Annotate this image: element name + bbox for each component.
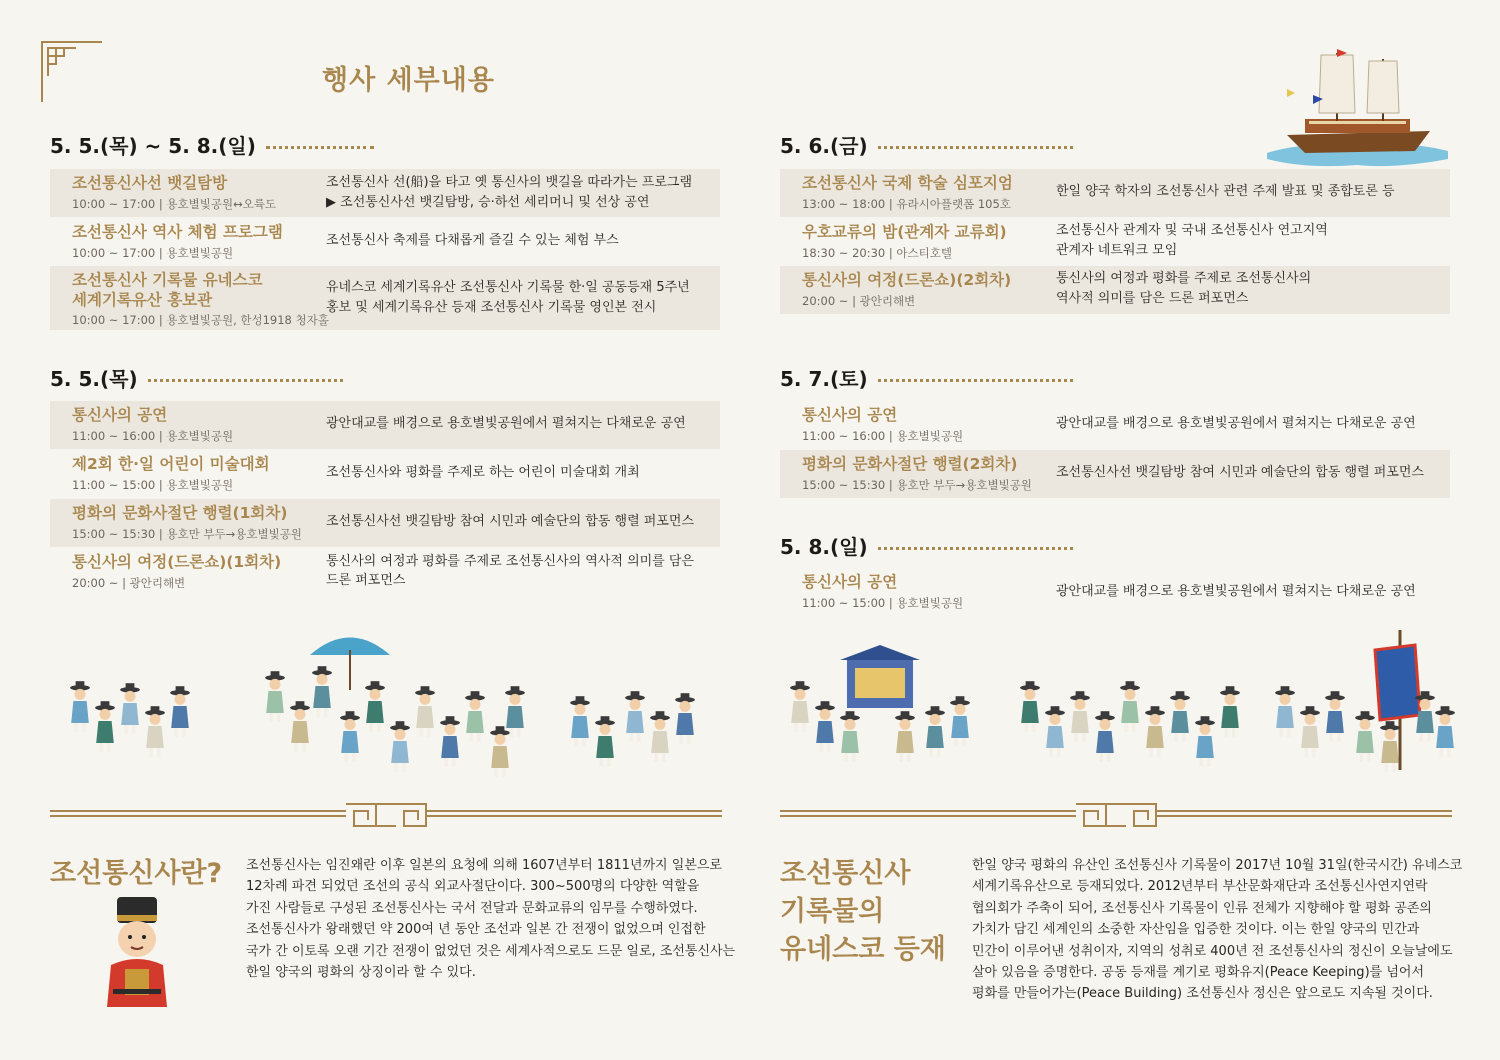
procession-figure (95, 701, 115, 752)
unesco-title (780, 855, 946, 969)
procession-figure (625, 691, 645, 742)
date-heading (50, 130, 374, 159)
procession-figure (312, 666, 332, 717)
event-name: 제2회 한·일 어린이 미술대회 (72, 455, 270, 473)
unesco-title-line: 조선통신사 (780, 858, 911, 889)
event-row (50, 548, 720, 596)
event-meta: 10:00 ~ 17:00 | 용호별빛공원↔오륙도 (72, 197, 277, 211)
event-name: 통신사의 공연 (802, 573, 898, 591)
procession-figure (1300, 706, 1320, 757)
procession-figure (1275, 686, 1295, 737)
procession-figure (490, 726, 510, 777)
procession-figure (790, 681, 810, 732)
about-line: 조선통신사가 왕래했던 약 200여 년 동안 조선과 일본 간 전쟁이 없었으며 인접한 (246, 922, 706, 938)
procession-figure (465, 691, 485, 742)
meander-divider-icon (780, 800, 1452, 830)
about-paragraph (246, 855, 735, 983)
procession-figure (815, 701, 835, 752)
unesco-line: 평화를 만들어가는(Peace Building) 조선통신사 정신은 앞으로도 지속될 것이다. (972, 986, 1433, 1002)
procession-figure (505, 686, 525, 737)
procession-figure (1145, 706, 1165, 757)
date-heading (50, 363, 343, 392)
procession-figure (595, 716, 615, 767)
procession-figure (1380, 721, 1400, 772)
about-line: 12차례 파견 되었던 조선의 공식 외교사절단이다. 300~500명의 다양한 역할을 (246, 879, 700, 895)
unesco-paragraph (972, 855, 1462, 1005)
event-name: 통신사의 공연 (72, 406, 168, 424)
procession-figure (1220, 686, 1240, 737)
event-desc: 홍보 및 세계기록유산 등재 조선통신사 기록물 영인본 전시 (326, 300, 657, 315)
procession-figure (1355, 711, 1375, 762)
event-meta: 15:00 ~ 15:30 | 용호만 부두→용호별빛공원 (802, 478, 1032, 492)
procession-figure (365, 681, 385, 732)
event-row (780, 568, 1450, 616)
unesco-line: 민간이 이루어낸 성취이자, 지역의 성취로 400년 전 조선통신사의 정신이 오늘날에도 (972, 943, 1453, 959)
about-title: 조선통신사란? (50, 858, 223, 889)
event-meta: 11:00 ~ 15:00 | 용호별빛공원 (802, 596, 964, 610)
event-meta: 15:00 ~ 15:30 | 용호만 부두→용호별빛공원 (72, 527, 302, 541)
procession-figure (570, 696, 590, 747)
dotted-leader (148, 379, 343, 382)
about-line: 조선통신사는 임진왜란 이후 일본의 요청에 의해 1607년부터 1811년까지 일본으로 (246, 858, 722, 873)
event-desc: 조선통신사와 평화를 주제로 하는 어린이 미술대회 개최 (326, 465, 640, 480)
date-label: 5. 5.(목) ~ 5. 8.(일) (50, 134, 256, 158)
procession-figure (1415, 691, 1435, 742)
procession-figure (950, 696, 970, 747)
procession-figure (840, 711, 860, 762)
event-meta: 18:30 ~ 20:30 | 아스티호텔 (802, 246, 952, 260)
procession-figure (1120, 681, 1140, 732)
event-desc: 광안대교를 배경으로 용호별빛공원에서 펼쳐지는 다채로운 공연 (1056, 416, 1416, 431)
procession-figure (145, 706, 165, 757)
date-heading (780, 130, 1073, 159)
event-row (780, 450, 1450, 498)
procession-figure (120, 683, 140, 734)
dotted-leader (878, 379, 1073, 382)
event-meta: 10:00 ~ 17:00 | 용호별빛공원, 한성1918 청자홀 (72, 313, 329, 327)
procession-illustration-right (785, 620, 1455, 795)
date-heading (780, 531, 1073, 560)
event-row (50, 450, 720, 498)
procession-figure (170, 686, 190, 737)
procession-figure (1020, 681, 1040, 732)
ship-icon (1265, 45, 1450, 170)
meander-divider-icon (50, 800, 722, 830)
event-row (50, 499, 720, 547)
event-row (780, 169, 1450, 217)
procession-figure (70, 681, 90, 732)
event-desc: 광안대교를 배경으로 용호별빛공원에서 펼쳐지는 다채로운 공연 (1056, 584, 1416, 599)
procession-figure (925, 706, 945, 757)
event-desc: 조선통신사선 뱃길탐방 참여 시민과 예술단의 합동 행렬 퍼포먼스 (326, 514, 694, 529)
event-name: 조선통신사선 뱃길탐방 (72, 174, 228, 192)
event-desc: 유네스코 세계기록유산 조선통신사 기록물 한·일 공동등재 5주년 (326, 280, 690, 295)
event-row (50, 401, 720, 449)
event-row (50, 266, 720, 330)
procession-figure (440, 716, 460, 767)
date-label: 5. 6.(금) (780, 134, 868, 158)
procession-figure (390, 721, 410, 772)
event-name: 통신사의 여정(드론쇼)(1회차) (72, 553, 282, 571)
procession-figure (1325, 691, 1345, 742)
dotted-leader (878, 547, 1073, 550)
event-name: 조선통신사 국제 학술 심포지엄 (802, 174, 1013, 192)
procession-figure (1195, 716, 1215, 767)
event-desc: 광안대교를 배경으로 용호별빛공원에서 펼쳐지는 다채로운 공연 (326, 416, 686, 431)
event-desc: 조선통신사 선(船)을 타고 옛 통신사의 뱃길을 따라가는 프로그램 (326, 175, 693, 190)
banner-flag-icon (1375, 630, 1420, 770)
event-desc: 통신사의 여정과 평화를 주제로 조선통신사의 (1056, 271, 1312, 286)
unesco-line: 살아 있음을 증명한다. 공동 등재를 계기로 평화유지(Peace Keeping)를 넘어서 (972, 965, 1424, 981)
event-desc: 조선통신사 축제를 다채롭게 즐길 수 있는 체험 부스 (326, 233, 619, 248)
event-meta: 20:00 ~ | 광안리해변 (72, 576, 186, 590)
unesco-title-line: 유네스코 등재 (780, 934, 946, 965)
event-name: 통신사의 공연 (802, 406, 898, 424)
palanquin-icon (840, 645, 920, 708)
event-desc: 한일 양국 학자의 조선통신사 관련 주제 발표 및 종합토론 등 (1056, 184, 1395, 199)
event-name-line2: 세계기록유산 홍보관 (72, 291, 213, 309)
event-meta: 11:00 ~ 16:00 | 용호별빛공원 (802, 429, 964, 443)
date-heading (780, 363, 1073, 392)
event-desc: 조선통신사 관계자 및 국내 조선통신사 연고지역 (1056, 223, 1328, 238)
event-name: 우호교류의 밤(관계자 교류회) (802, 223, 1007, 241)
procession-figure (650, 711, 670, 762)
about-line: 가진 사람들로 구성된 조선통신사는 국서 전달과 문화교류의 임무를 수행하였다. (246, 900, 698, 916)
about-line: 국가 간 이토록 오랜 기간 전쟁이 없었던 것은 세계사적으로도 드문 일로, 조선통신사는 (246, 943, 736, 959)
event-row (780, 266, 1450, 314)
event-meta: 11:00 ~ 16:00 | 용호별빛공원 (72, 429, 234, 443)
procession-figure (1095, 711, 1115, 762)
date-label: 5. 5.(목) (50, 367, 138, 391)
unesco-line: 한일 양국 평화의 유산인 조선통신사 기록물이 2017년 10월 31일(한국시간) 유네스코 (972, 858, 1463, 873)
unesco-line: 협의회가 주축이 되어, 조선통신사 기록물이 인류 전체가 지향해야 할 평화 공존의 (972, 900, 1432, 916)
event-row (50, 218, 720, 266)
event-row (780, 218, 1450, 266)
procession-illustration-left (60, 620, 720, 790)
procession-figure (1070, 691, 1090, 742)
event-name: 통신사의 여정(드론쇼)(2회차) (802, 271, 1012, 289)
event-desc: 역사적 의미를 담은 드론 퍼포먼스 (1056, 291, 1249, 306)
event-meta: 10:00 ~ 17:00 | 용호별빛공원 (72, 246, 234, 260)
procession-figure (290, 701, 310, 752)
procession-figure (415, 686, 435, 737)
event-name: 평화의 문화사절단 행렬(2회차) (802, 455, 1018, 473)
date-label: 5. 8.(일) (780, 535, 868, 559)
event-row (50, 169, 720, 217)
event-desc: 드론 퍼포먼스 (326, 573, 406, 588)
procession-figure (265, 671, 285, 722)
unesco-line: 가치가 담긴 세계인의 소중한 자산임을 입증한 것이다. 이는 한일 양국의 민간과 (972, 922, 1420, 938)
procession-figure (1170, 691, 1190, 742)
procession-figure (340, 711, 360, 762)
event-name: 조선통신사 기록물 유네스코 (72, 271, 263, 289)
about-line: 한일 양국의 평화의 상징이라 할 수 있다. (246, 965, 476, 981)
event-desc: 관계자 네트워크 모임 (1056, 243, 1178, 258)
event-desc: ▶ 조선통신사선 뱃길탐방, 승·하선 세리머니 및 선상 공연 (326, 195, 650, 210)
event-meta: 11:00 ~ 15:00 | 용호별빛공원 (72, 478, 234, 492)
dotted-leader (266, 146, 374, 149)
date-label: 5. 7.(토) (780, 367, 868, 391)
event-name: 조선통신사 역사 체험 프로그램 (72, 223, 283, 241)
event-desc: 조선통신사선 뱃길탐방 참여 시민과 예술단의 합동 행렬 퍼포먼스 (1056, 465, 1424, 480)
procession-figure (895, 711, 915, 762)
corner-ornament-icon (36, 36, 106, 106)
event-row (780, 401, 1450, 449)
procession-figure (1435, 706, 1455, 757)
event-meta: 13:00 ~ 18:00 | 유라시아플랫폼 105호 (802, 197, 1011, 211)
procession-figure (1045, 706, 1065, 757)
event-name: 평화의 문화사절단 행렬(1회차) (72, 504, 288, 522)
unesco-line: 세계기록유산으로 등재되었다. 2012년부터 부산문화재단과 조선통신사연지연락 (972, 879, 1428, 895)
event-desc: 통신사의 여정과 평화를 주제로 조선통신사의 역사적 의미를 담은 (326, 554, 694, 569)
page-title: 행사 세부내용 (322, 65, 495, 96)
envoy-character-icon (95, 895, 180, 1010)
procession-figure (675, 693, 695, 744)
unesco-title-line: 기록물의 (780, 896, 885, 927)
dotted-leader (878, 146, 1073, 149)
event-meta: 20:00 ~ | 광안리해변 (802, 294, 916, 308)
